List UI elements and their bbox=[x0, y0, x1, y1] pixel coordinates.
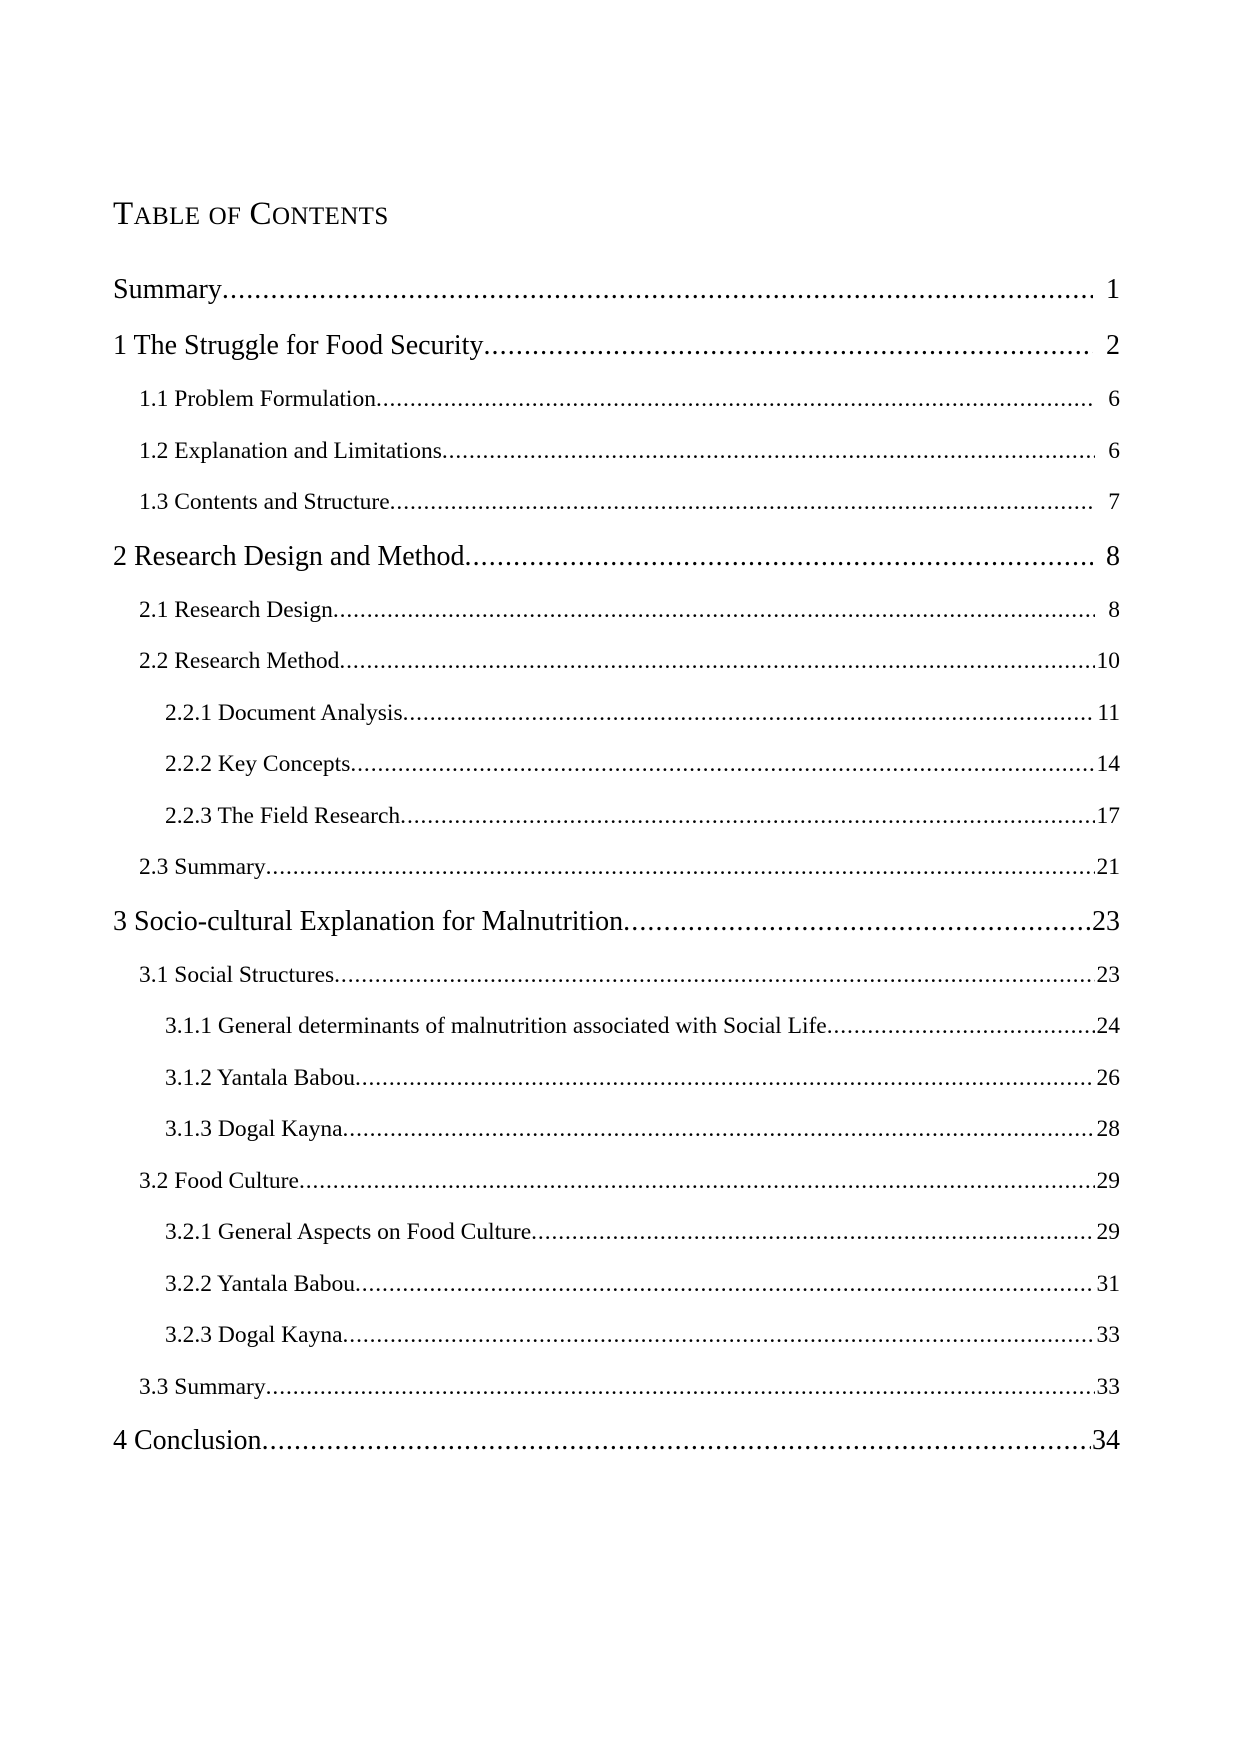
toc-entry-page-number: 31 bbox=[1096, 1270, 1120, 1297]
toc-entry-link[interactable] bbox=[113, 540, 1120, 572]
toc-entry-link[interactable] bbox=[113, 276, 1120, 304]
toc-entry-link[interactable] bbox=[113, 905, 1120, 937]
toc-entry-page-number: 8 bbox=[1108, 596, 1120, 623]
toc-list-item bbox=[113, 332, 1120, 360]
toc-leader-dots bbox=[339, 650, 1095, 674]
toc-entry-link[interactable] bbox=[113, 388, 1120, 412]
toc-entry-page-number: 14 bbox=[1096, 751, 1120, 778]
toc-entry-label: 3.1.2 Yantala Babou bbox=[165, 1064, 355, 1091]
toc-entry-page-number: 23 bbox=[1096, 961, 1120, 988]
toc-list-item bbox=[113, 1427, 1120, 1455]
toc-list-item bbox=[113, 1270, 1120, 1297]
toc-entry-link[interactable] bbox=[113, 650, 1120, 674]
toc-leader-dots bbox=[343, 1324, 1095, 1348]
toc-entry-page-number: 33 bbox=[1096, 1373, 1120, 1400]
toc-entry-link[interactable] bbox=[113, 1373, 1120, 1400]
toc-entry-label: 3.1.3 Dogal Kayna bbox=[165, 1116, 343, 1143]
toc-entry-label: 3.1 Social Structures bbox=[139, 961, 335, 988]
toc-entry-label: 3.2.1 General Aspects on Food Culture bbox=[165, 1219, 532, 1246]
toc-list-item bbox=[113, 699, 1120, 726]
toc-entry-label: 3.2.2 Yantala Babou bbox=[165, 1270, 355, 1297]
toc-list-item bbox=[113, 961, 1120, 988]
toc-entry-link[interactable] bbox=[113, 1221, 1120, 1245]
toc-entry-link[interactable] bbox=[113, 1015, 1120, 1039]
toc-entry-page-number: 23 bbox=[1092, 905, 1120, 937]
toc-list-item bbox=[113, 388, 1120, 412]
toc-leader-dots bbox=[266, 856, 1095, 880]
toc-entry-link[interactable] bbox=[113, 1167, 1120, 1194]
toc-leader-dots bbox=[343, 1118, 1095, 1142]
toc-leader-dots bbox=[355, 1067, 1095, 1091]
toc-entry-label: 3.2 Food Culture bbox=[139, 1167, 299, 1194]
toc-entry-link[interactable] bbox=[113, 332, 1120, 360]
toc-entry-page-number: 26 bbox=[1096, 1064, 1120, 1091]
toc-entry-page-number: 6 bbox=[1108, 437, 1120, 464]
toc-entry-page-number: 29 bbox=[1096, 1167, 1120, 1194]
toc-entry-link[interactable] bbox=[113, 1324, 1120, 1348]
toc-leader-dots bbox=[827, 1015, 1095, 1039]
toc-leader-dots bbox=[266, 1376, 1095, 1400]
toc-entry-page-number: 7 bbox=[1108, 489, 1120, 516]
toc-entry-label: 1.2 Explanation and Limitations bbox=[139, 437, 442, 464]
toc-entry-label: 2.1 Research Design bbox=[139, 596, 333, 623]
toc-entry-label: 1.1 Problem Formulation bbox=[139, 386, 376, 413]
toc-list-item bbox=[113, 596, 1120, 623]
toc-list-item bbox=[113, 856, 1120, 880]
toc-entry-link[interactable] bbox=[113, 699, 1120, 726]
toc-entry-label: 3.2.3 Dogal Kayna bbox=[165, 1322, 343, 1349]
toc-leader-dots bbox=[400, 805, 1095, 829]
toc-entry-label: Summary bbox=[113, 274, 222, 306]
toc-entry-page-number: 17 bbox=[1096, 802, 1120, 829]
toc-entry-link[interactable] bbox=[113, 753, 1120, 777]
toc-leader-dots bbox=[376, 388, 1095, 412]
toc-entry-link[interactable] bbox=[113, 437, 1120, 464]
toc-list-item bbox=[113, 1373, 1120, 1400]
toc-entry-page-number: 29 bbox=[1096, 1219, 1120, 1246]
toc-leader-dots bbox=[262, 1427, 1091, 1455]
toc-entry-label: 3.3 Summary bbox=[139, 1373, 266, 1400]
toc-entry-page-number: 6 bbox=[1108, 386, 1120, 413]
toc-list-item bbox=[113, 437, 1120, 464]
toc-leader-dots bbox=[334, 964, 1095, 988]
toc-entry-link[interactable] bbox=[113, 1427, 1120, 1455]
toc-entry-link[interactable] bbox=[113, 491, 1120, 515]
toc-leader-dots bbox=[333, 599, 1095, 623]
toc-content-area bbox=[113, 196, 1120, 1455]
toc-list-item bbox=[113, 650, 1120, 674]
toc-entry-label: 2.2.1 Document Analysis bbox=[165, 699, 403, 726]
toc-entry-link[interactable] bbox=[113, 1118, 1120, 1142]
toc-entry-label: 3 Socio-cultural Explanation for Malnutrition bbox=[113, 905, 624, 937]
toc-entry-label: 2.2 Research Method bbox=[139, 648, 340, 675]
toc-entry-page-number: 34 bbox=[1092, 1425, 1120, 1457]
toc-leader-dots bbox=[531, 1221, 1095, 1245]
toc-entry-page-number: 1 bbox=[1106, 274, 1120, 306]
toc-entry-label: 1.3 Contents and Structure bbox=[139, 489, 390, 516]
toc-list-item bbox=[113, 491, 1120, 515]
toc-list-item bbox=[113, 802, 1120, 829]
toc-entry-page-number: 28 bbox=[1096, 1116, 1120, 1143]
toc-entry-label: 3.1.1 General determinants of malnutrition associated with Social Life bbox=[165, 1013, 827, 1040]
page-title bbox=[113, 196, 1120, 232]
toc-entry-link[interactable] bbox=[113, 856, 1120, 880]
toc-entry-label: 2.2.3 The Field Research bbox=[165, 802, 401, 829]
toc-list-item bbox=[113, 1167, 1120, 1194]
toc-list-item bbox=[113, 1118, 1120, 1142]
toc-entry-label: 2.3 Summary bbox=[139, 854, 266, 881]
toc-entry-link[interactable] bbox=[113, 802, 1120, 829]
toc-leader-dots bbox=[442, 440, 1095, 464]
toc-leader-dots bbox=[222, 276, 1093, 304]
toc-leader-dots bbox=[464, 543, 1093, 571]
toc-list-item bbox=[113, 540, 1120, 572]
toc-leader-dots bbox=[403, 702, 1095, 726]
toc-entry-link[interactable] bbox=[113, 1064, 1120, 1091]
toc-entry-page-number: 10 bbox=[1096, 648, 1120, 675]
toc-entry-link[interactable] bbox=[113, 1270, 1120, 1297]
toc-entry-page-number: 11 bbox=[1097, 699, 1120, 726]
toc-leader-dots bbox=[623, 908, 1091, 936]
toc-entry-link[interactable] bbox=[113, 961, 1120, 988]
toc-list-item bbox=[113, 753, 1120, 777]
toc-list-item bbox=[113, 1064, 1120, 1091]
toc-entry-label: 1 The Struggle for Food Security bbox=[113, 330, 484, 362]
toc-entry-page-number: 21 bbox=[1096, 854, 1120, 881]
toc-leader-dots bbox=[390, 491, 1095, 515]
toc-entry-page-number: 33 bbox=[1096, 1322, 1120, 1349]
page-title-able: ABLE bbox=[133, 203, 201, 230]
toc-leader-dots bbox=[355, 1273, 1095, 1297]
toc-entry-page-number: 2 bbox=[1106, 330, 1120, 362]
toc-list-item bbox=[113, 1015, 1120, 1039]
toc-entry-link[interactable] bbox=[113, 596, 1120, 623]
page-title-initial-c: C bbox=[249, 196, 272, 232]
toc-entry-page-number: 24 bbox=[1096, 1013, 1120, 1040]
toc-leader-dots bbox=[299, 1170, 1095, 1194]
page-title-of: OF bbox=[208, 203, 242, 230]
toc-entry-label: 4 Conclusion bbox=[113, 1425, 262, 1457]
toc-list-item bbox=[113, 1324, 1120, 1348]
page-title-ontents: ONTENTS bbox=[271, 203, 389, 230]
toc-entry-label: 2 Research Design and Method bbox=[113, 540, 465, 572]
toc-entry-page-number: 8 bbox=[1106, 540, 1120, 572]
toc-list bbox=[113, 276, 1120, 1455]
toc-list-item bbox=[113, 276, 1120, 304]
toc-leader-dots bbox=[483, 332, 1093, 360]
toc-leader-dots bbox=[350, 753, 1095, 777]
toc-list-item bbox=[113, 1221, 1120, 1245]
toc-list-item bbox=[113, 905, 1120, 937]
page-title-initial-t: T bbox=[113, 196, 134, 232]
toc-entry-label: 2.2.2 Key Concepts bbox=[165, 751, 351, 778]
